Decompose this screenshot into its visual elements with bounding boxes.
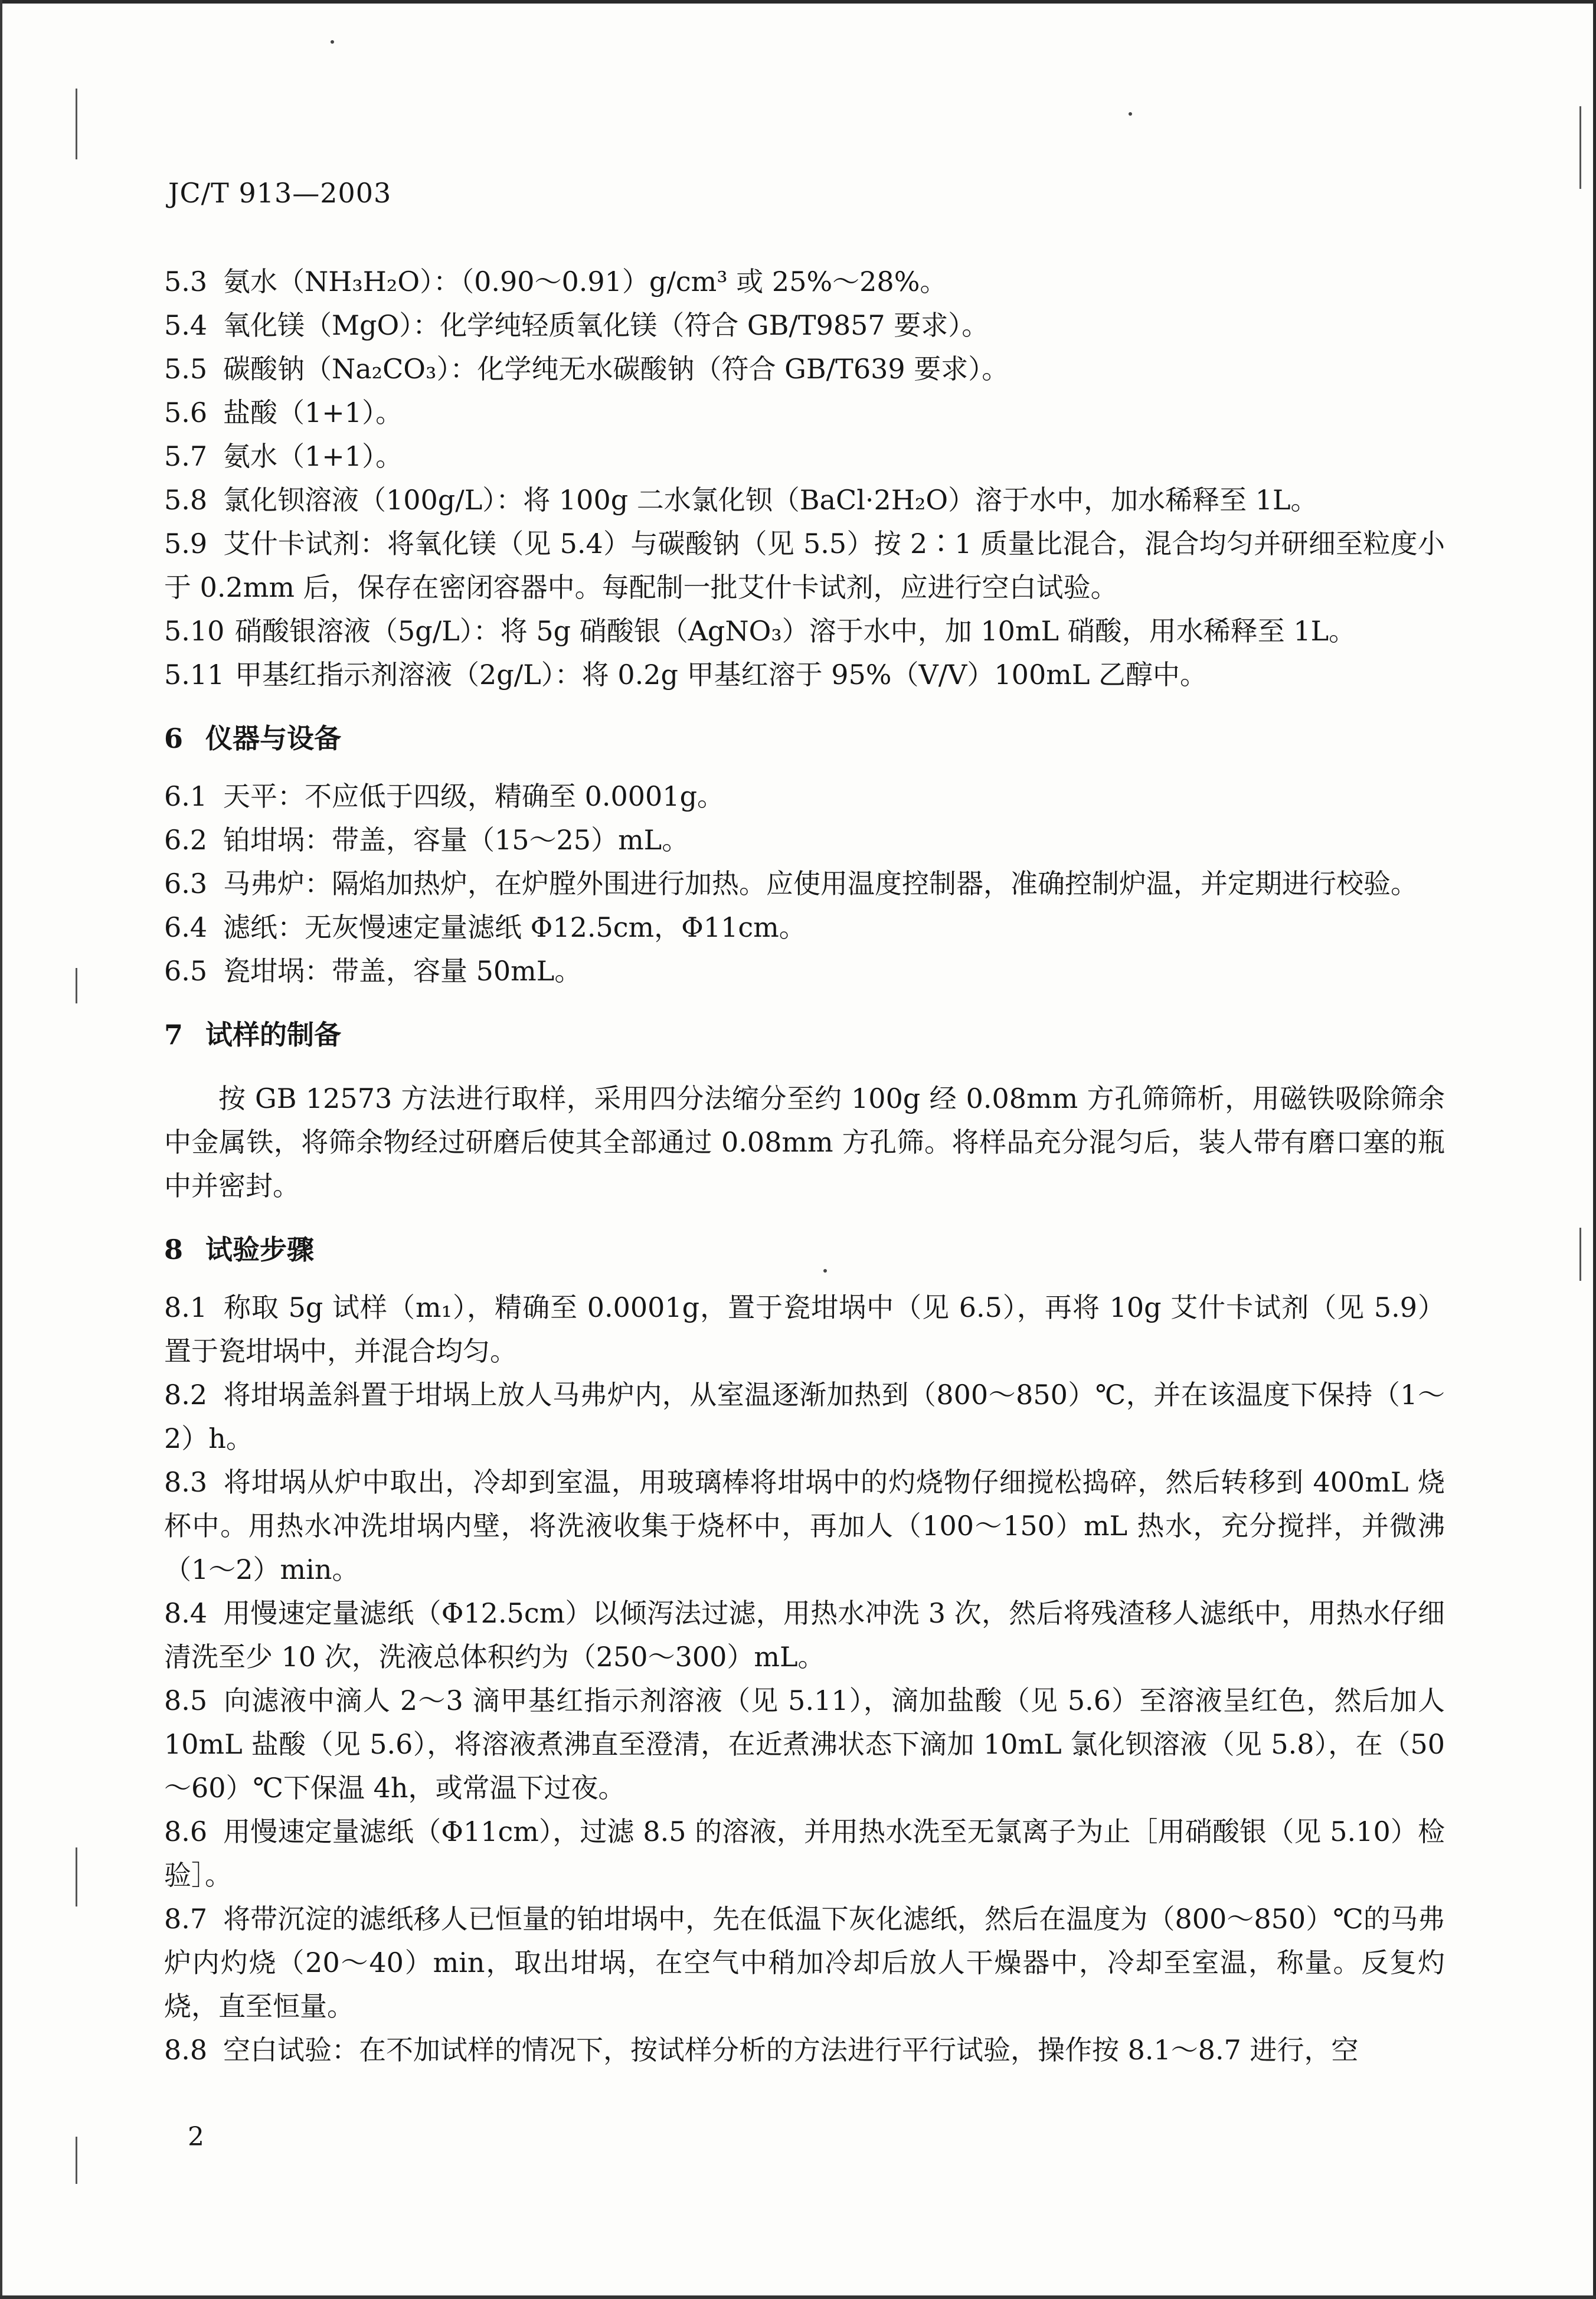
- clause-text: 称取 5g 试样（m₁），精确至 0.0001g，置于瓷坩埚中（见 6.5），再将 10g 艾什卡试剂（见 5.9）置于瓷坩埚中，并混合均匀。: [164, 1291, 1445, 1367]
- list-item: [164, 818, 1445, 862]
- clause-number: 5.10: [164, 615, 225, 647]
- document-body: [164, 260, 1445, 2072]
- list-item: [164, 478, 1445, 522]
- clause-number: 8.8: [164, 2034, 208, 2066]
- clause-number: 6.4: [164, 911, 208, 943]
- binding-mark: [76, 968, 77, 1003]
- list-item: [164, 391, 1445, 434]
- scan-edge: [0, 0, 2, 2299]
- clause-number: 5.6: [164, 397, 208, 429]
- clause-number: 5.4: [164, 309, 208, 341]
- section-number: 8: [164, 1234, 184, 1265]
- clause-text: 瓷坩埚：带盖，容量 50mL。: [223, 955, 582, 987]
- section-number: 7: [164, 1019, 184, 1051]
- clause-text: 艾什卡试剂：将氧化镁（见 5.4）与碳酸钠（见 5.5）按 2∶1 质量比混合，混合均匀并研细至粒度小于 0.2mm 后，保存在密闭容器中。每配制一批艾什卡试剂，应进行空白试验。: [164, 528, 1445, 603]
- clause-text: 天平：不应低于四级，精确至 0.0001g。: [223, 780, 725, 812]
- list-item: [164, 653, 1445, 696]
- list-item: [164, 2028, 1445, 2072]
- clause-number: 5.5: [164, 353, 208, 385]
- clause-number: 5.7: [164, 440, 208, 472]
- binding-mark: [76, 2137, 77, 2184]
- clause-text: 氨水（1+1）。: [223, 440, 403, 472]
- clause-text: 马弗炉：隔焰加热炉，在炉膛外围进行加热。应使用温度控制器，准确控制炉温，并定期进行校验。: [223, 868, 1418, 900]
- scan-speck: [1129, 112, 1132, 116]
- section-title: 仪器与设备: [205, 722, 341, 754]
- list-item: [164, 1679, 1445, 1810]
- list-item: [164, 1897, 1445, 2028]
- section-heading: [164, 1228, 1445, 1271]
- clause-number: 6.2: [164, 824, 208, 856]
- list-item: [164, 522, 1445, 609]
- section-heading: [164, 1013, 1445, 1057]
- binding-mark: [1579, 106, 1581, 189]
- clause-number: 6.1: [164, 780, 208, 812]
- clause-text: 用慢速定量滤纸（Φ11cm），过滤 8.5 的溶液，并用热水洗至无氯离子为止［用硝酸银（见 5.10）检验］。: [164, 1816, 1445, 1891]
- list-item: [164, 949, 1445, 993]
- clause-text: 用慢速定量滤纸（Φ12.5cm）以倾泻法过滤，用热水冲洗 3 次，然后将残渣移人滤纸中，用热水仔细清洗至少 10 次，洗液总体积约为（250～300）mL。: [164, 1597, 1445, 1673]
- clause-text: 氨水（NH₃H₂O）：（0.90～0.91）g/cm³ 或 25%～28%。: [223, 266, 947, 297]
- binding-mark: [1579, 1228, 1581, 1281]
- clause-number: 8.7: [164, 1903, 208, 1935]
- list-item: [164, 862, 1445, 905]
- clause-text: 将坩埚盖斜置于坩埚上放人马弗炉内，从室温逐渐加热到（800～850）℃，并在该温度下保持（1～2）h。: [164, 1379, 1445, 1454]
- list-item: [164, 1460, 1445, 1591]
- clause-text: 甲基红指示剂溶液（2g/L）：将 0.2g 甲基红溶于 95%（V/V）100mL 乙醇中。: [235, 659, 1207, 691]
- clause-number: 6.3: [164, 868, 208, 900]
- list-item: [164, 303, 1445, 347]
- clause-text: 氯化钡溶液（100g/L）：将 100g 二水氯化钡（BaCl·2H₂O）溶于水中，加水稀释至 1L。: [223, 484, 1318, 516]
- clause-number: 8.6: [164, 1816, 208, 1847]
- clause-number: 5.9: [164, 528, 208, 560]
- scan-speck: [331, 40, 334, 44]
- clause-number: 5.8: [164, 484, 208, 516]
- body-paragraph: 按 GB 12573 方法进行取样，采用四分法缩分至约 100g 经 0.08mm 方孔筛筛析，用磁铁吸除筛余中金属铁，将筛余物经过研磨后使其全部通过 0.08mm 方孔筛。将样品充分混匀后，装人带有磨口塞的瓶中并密封。: [164, 1083, 1445, 1202]
- clause-text: 盐酸（1+1）。: [223, 397, 403, 429]
- clause-text: 滤纸：无灰慢速定量滤纸 Φ12.5cm，Φ11cm。: [223, 911, 806, 943]
- clause-number: 8.2: [164, 1379, 208, 1411]
- binding-mark: [76, 89, 77, 159]
- clause-text: 氧化镁（MgO）：化学纯轻质氧化镁（符合 GB/T9857 要求）。: [223, 309, 989, 341]
- clause-text: 铂坩埚：带盖，容量（15～25）mL。: [223, 824, 689, 856]
- section-heading: [164, 717, 1445, 760]
- clause-text: 将坩埚从炉中取出，冷却到室温，用玻璃棒将坩埚中的灼烧物仔细搅松捣碎，然后转移到 400mL 烧杯中。用热水冲洗坩埚内壁，将洗液收集于烧杯中，再加人（100～150）mL 热水，充分搅拌，并微沸（1～2）min。: [164, 1466, 1445, 1585]
- list-item: [164, 609, 1445, 653]
- list-item: [164, 1373, 1445, 1460]
- document-code-header: JC/T 913—2003: [168, 177, 392, 209]
- clause-number: 8.3: [164, 1466, 208, 1498]
- section-number: 6: [164, 722, 184, 754]
- clause-text: 将带沉淀的滤纸移人已恒量的铂坩埚中，先在低温下灰化滤纸，然后在温度为（800～850）℃的马弗炉内灼烧（20～40）min，取出坩埚，在空气中稍加冷却后放人干燥器中，冷却至室温，称量。反复灼烧，直至恒量。: [164, 1903, 1445, 2022]
- clause-text: 硝酸银溶液（5g/L）：将 5g 硝酸银（AgNO₃）溶于水中，加 10mL 硝酸，用水稀释至 1L。: [235, 615, 1356, 647]
- clause-number: 6.5: [164, 955, 208, 987]
- scan-edge: [0, 0, 1596, 4]
- clause-text: 空白试验：在不加试样的情况下，按试样分析的方法进行平行试验，操作按 8.1～8.7 进行，空: [223, 2034, 1359, 2066]
- list-item: [164, 260, 1445, 303]
- list-item: [164, 434, 1445, 478]
- section-title: 试验步骤: [205, 1234, 314, 1265]
- section-title: 试样的制备: [205, 1019, 341, 1051]
- clause-number: 5.3: [164, 266, 208, 297]
- scan-edge: [1593, 0, 1596, 2299]
- list-item: [164, 1286, 1445, 1373]
- scan-edge: [0, 2295, 1596, 2299]
- clause-number: 8.1: [164, 1291, 208, 1323]
- list-item: [164, 1810, 1445, 1897]
- list-item: [164, 905, 1445, 949]
- clause-number: 8.5: [164, 1685, 208, 1716]
- clause-number: 8.4: [164, 1597, 208, 1629]
- binding-mark: [76, 1847, 77, 1906]
- clause-text: 碳酸钠（Na₂CO₃）：化学纯无水碳酸钠（符合 GB/T639 要求）。: [223, 353, 1009, 385]
- clause-number: 5.11: [164, 659, 225, 691]
- list-item: [164, 1591, 1445, 1679]
- list-item: [164, 774, 1445, 818]
- page-number: 2: [188, 2122, 204, 2152]
- list-item: [164, 347, 1445, 391]
- clause-text: 向滤液中滴人 2～3 滴甲基红指示剂溶液（见 5.11），滴加盐酸（见 5.6）至溶液呈红色，然后加人 10mL 盐酸（见 5.6），将溶液煮沸直至澄清，在近煮沸状态下滴加 10mL 氯化钡溶液（见 5.8），在（50～60）℃下保温 4h，或常温下过夜。: [164, 1685, 1445, 1804]
